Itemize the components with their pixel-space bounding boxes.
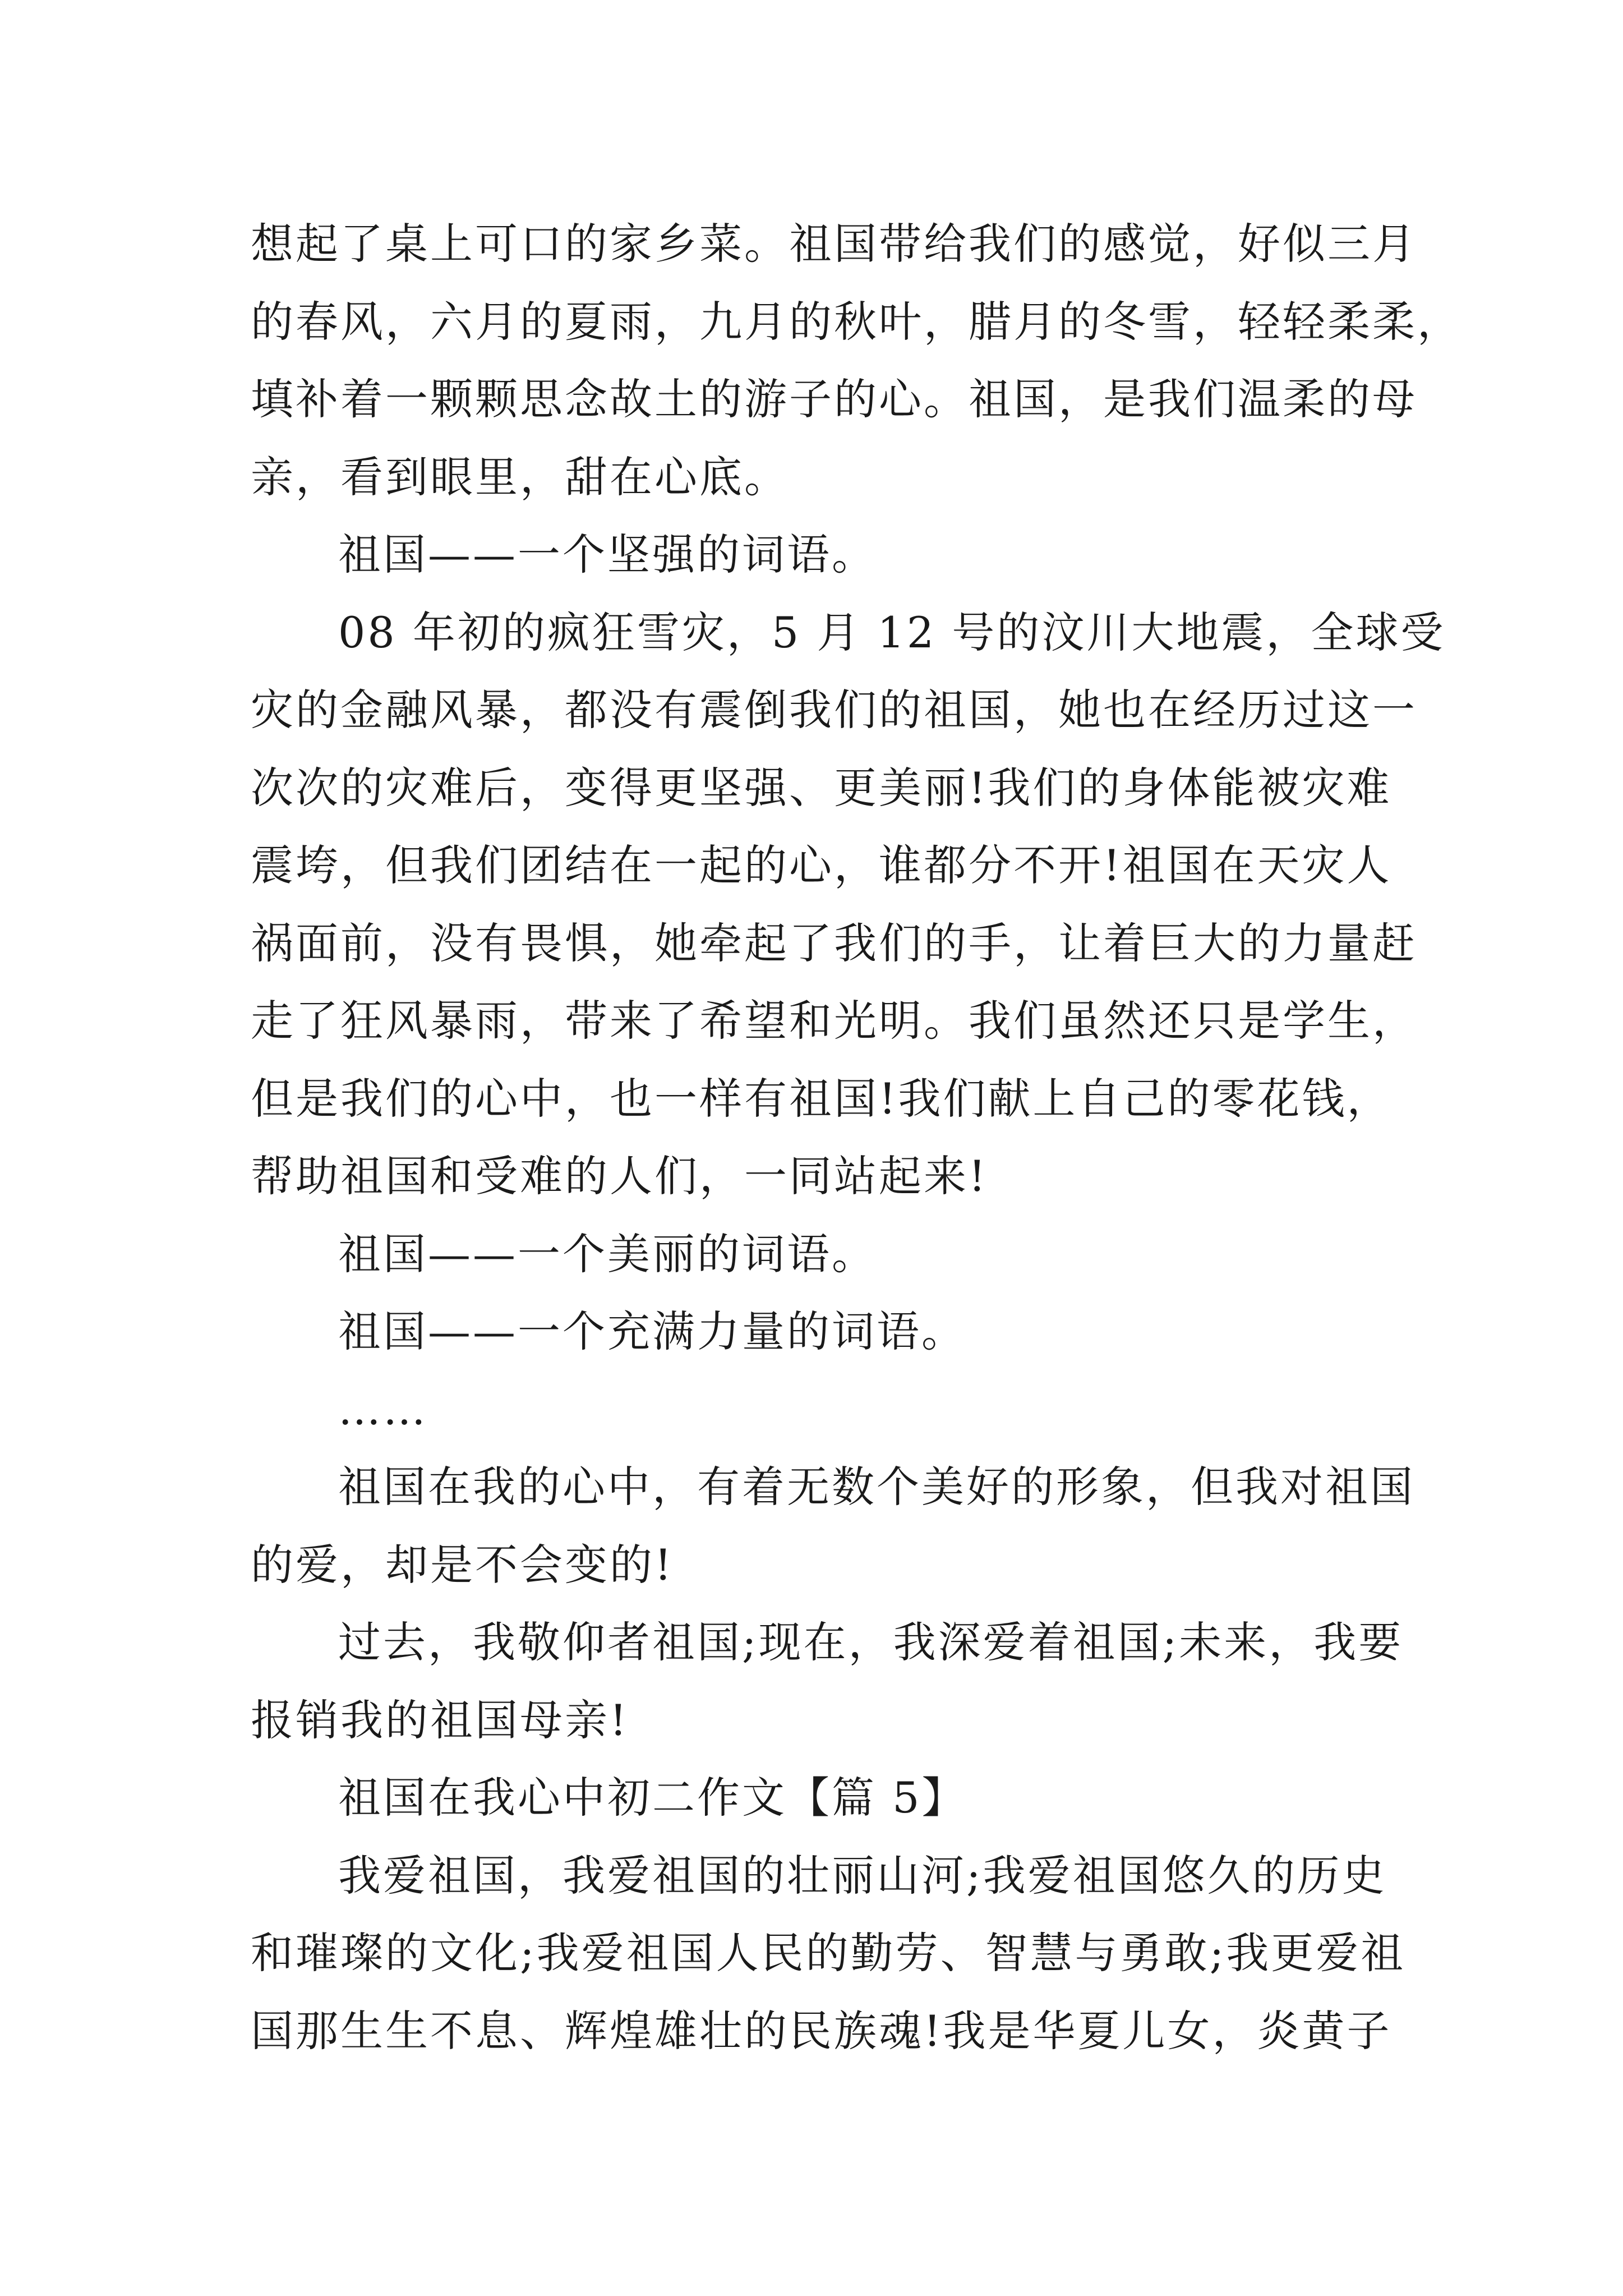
text-line: 国那生生不息、辉煌雄壮的民族魂!我是华夏儿女，炎黄子 [251,2005,1392,2056]
text-line: 过去，我敬仰者祖国;现在，我深爱着祖国;未来，我要 [338,1617,1404,1667]
text-line: 灾的金融风暴，都没有震倒我们的祖国，她也在经历过这一 [251,685,1417,735]
text-line: 亲，看到眼里，甜在心底。 [251,452,789,502]
text-line: 但是我们的心中，也一样有祖国!我们献上自己的零花钱， [251,1073,1392,1124]
text-line: 祖国——一个美丽的词语。 [338,1228,877,1279]
text-line: 震垮，但我们团结在一起的心，谁都分不开!祖国在天灾人 [251,840,1392,890]
text-line: 祖国在我的心中，有着无数个美好的形象，但我对祖国 [338,1462,1415,1512]
text-line: 我爱祖国，我爱祖国的壮丽山河;我爱祖国悠久的历史 [338,1850,1387,1901]
text-line: 祖国——一个坚强的词语。 [338,530,877,579]
text-line: 帮助祖国和受难的人们，一同站起来! [251,1151,988,1201]
essay-body-text [251,205,1462,2070]
text-line: 祸面前，没有畏惧，她牵起了我们的手，让着巨大的力量赶 [251,918,1417,968]
text-line: 走了狂风暴雨，带来了希望和光明。我们虽然还只是学生， [251,996,1417,1046]
text-line: 想起了桌上可口的家乡菜。祖国带给我们的感觉，好似三月 [251,219,1417,269]
text-line: 和璀璨的文化;我爱祖国人民的勤劳、智慧与勇敢;我更爱祖 [251,1928,1406,1978]
text-line: 祖国在我心中初二作文【篇 5】 [338,1773,967,1823]
text-line: 的爱，却是不会变的! [251,1539,674,1590]
text-line: 报销我的祖国母亲! [251,1695,629,1745]
text-line: 次次的灾难后，变得更坚强、更美丽!我们的身体能被灾难 [251,762,1392,813]
text-line: …… [338,1384,428,1434]
text-line: 08 年初的疯狂雪灾，5 月 12 号的汶川大地震，全球受 [338,607,1446,657]
text-line: 祖国——一个充满力量的词语。 [338,1306,966,1356]
text-line: 填补着一颗颗思念故土的游子的心。祖国，是我们温柔的母 [251,374,1417,424]
text-line: 的春风，六月的夏雨，九月的秋叶，腊月的冬雪，轻轻柔柔， [251,296,1462,347]
